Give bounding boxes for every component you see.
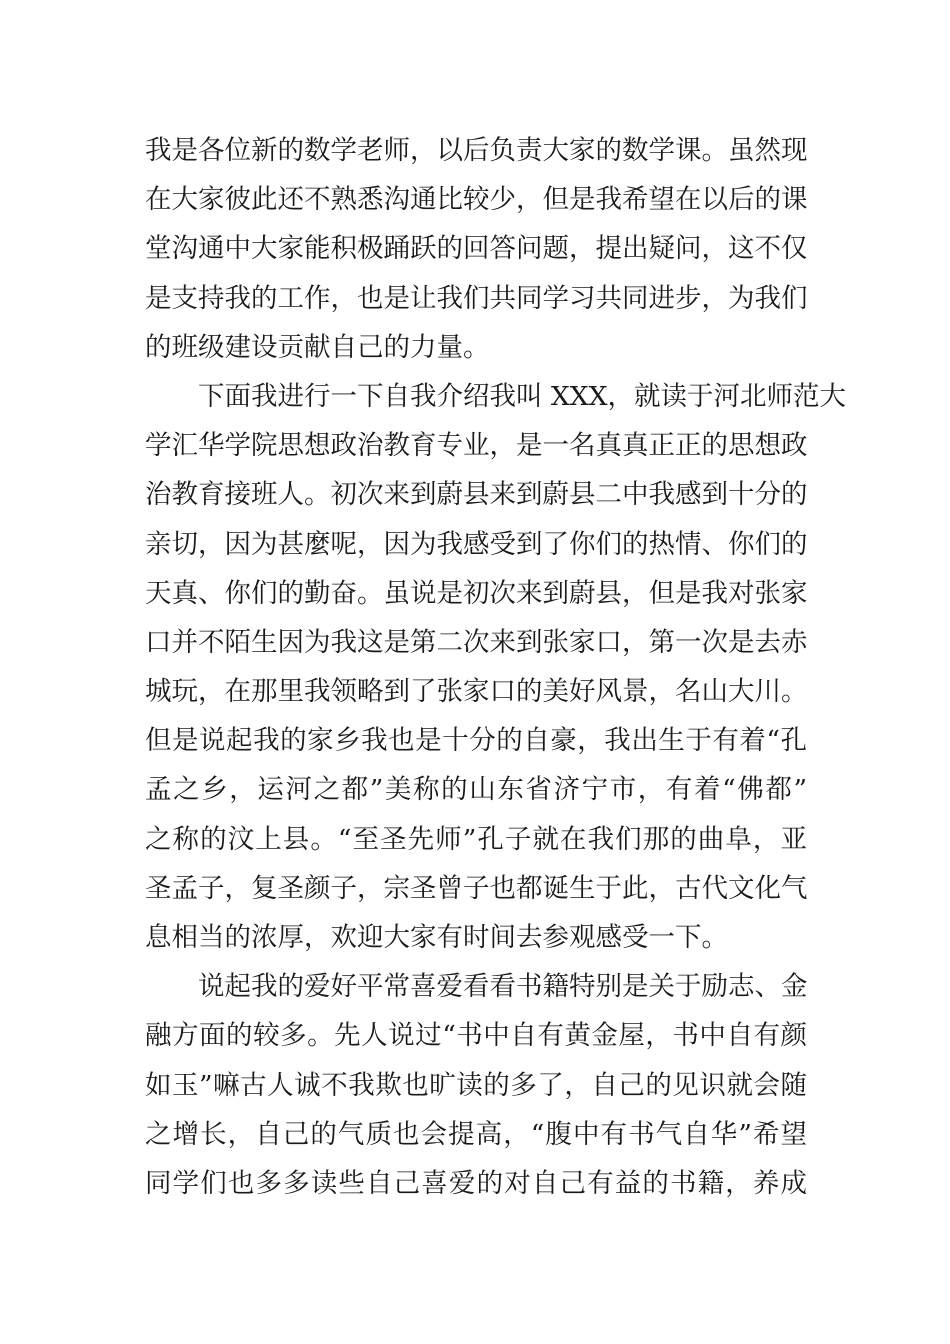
paragraph-3-line-4: 之增长，自己的气质也会提高，“腹中有书气自华”希望 <box>145 1118 807 1150</box>
paragraph-1-line-5: 的班级建设贡献自己的力量。 <box>145 331 490 363</box>
paragraph-2-line-4: 亲切，因为甚麼呢，因为我感受到了你们的热情、你们的 <box>145 528 808 560</box>
paragraph-1-line-3: 堂沟通中大家能积极踊跃的回答问题，提出疑问，这不仅 <box>145 233 808 265</box>
document-body <box>145 126 847 1208</box>
paragraph-2-line-12: 息相当的浓厚，欢迎大家有时间去参观感受一下。 <box>145 922 728 953</box>
paragraph-2-line-5: 天真、你们的勤奋。虽说是初次来到蔚县，但是我对张家 <box>145 577 808 609</box>
paragraph-2-line-11: 圣孟子，复圣颜子，宗圣曾子也都诞生于此，古代文化气 <box>145 872 808 904</box>
paragraph-2-line-3: 治教育接班人。初次来到蔚县来到蔚县二中我感到十分的 <box>145 479 808 511</box>
paragraph-2-line-1: 下面我进行一下自我介绍我叫 XXX，就读于河北师范大 <box>198 380 847 412</box>
paragraph-1-line-1: 我是各位新的数学老师，以后负责大家的数学课。虽然现 <box>145 135 808 166</box>
paragraph-1-line-4: 是支持我的工作，也是让我们共同学习共同进步，为我们 <box>145 282 808 314</box>
paragraph-2-line-10: 之称的汶上县。“至圣先师”孔子就在我们那的曲阜，亚 <box>145 823 807 855</box>
paragraph-2-line-9: 孟之乡，运河之都”美称的山东省济宁市，有着“佛都” <box>145 774 807 806</box>
paragraph-2-line-8: 但是说起我的家乡我也是十分的自豪，我出生于有着“孔 <box>145 725 807 757</box>
paragraph-3-line-3: 如玉”嘛古人诚不我欺也旷读的多了，自己的见识就会随 <box>145 1069 807 1101</box>
paragraph-3-line-1: 说起我的爱好平常喜爱看看书籍特别是关于励志、金 <box>198 971 808 1003</box>
paragraph-2-line-6: 口并不陌生因为我这是第二次来到张家口，第一次是去赤 <box>145 626 808 658</box>
paragraph-3-line-5: 同学们也多多读些自己喜爱的对自己有益的书籍，养成 <box>145 1167 807 1199</box>
paragraph-2-line-2: 学汇华学院思想政治教育专业，是一名真真正正的思想政 <box>145 430 808 462</box>
paragraph-2-line-7: 城玩，在那里我领略到了张家口的美好风景，名山大川。 <box>145 676 808 708</box>
paragraph-3-line-2: 融方面的较多。先人说过“书中自有黄金屋，书中自有颜 <box>145 1020 807 1052</box>
paragraph-1-line-2: 在大家彼此还不熟悉沟通比较少，但是我希望在以后的课 <box>145 184 808 216</box>
